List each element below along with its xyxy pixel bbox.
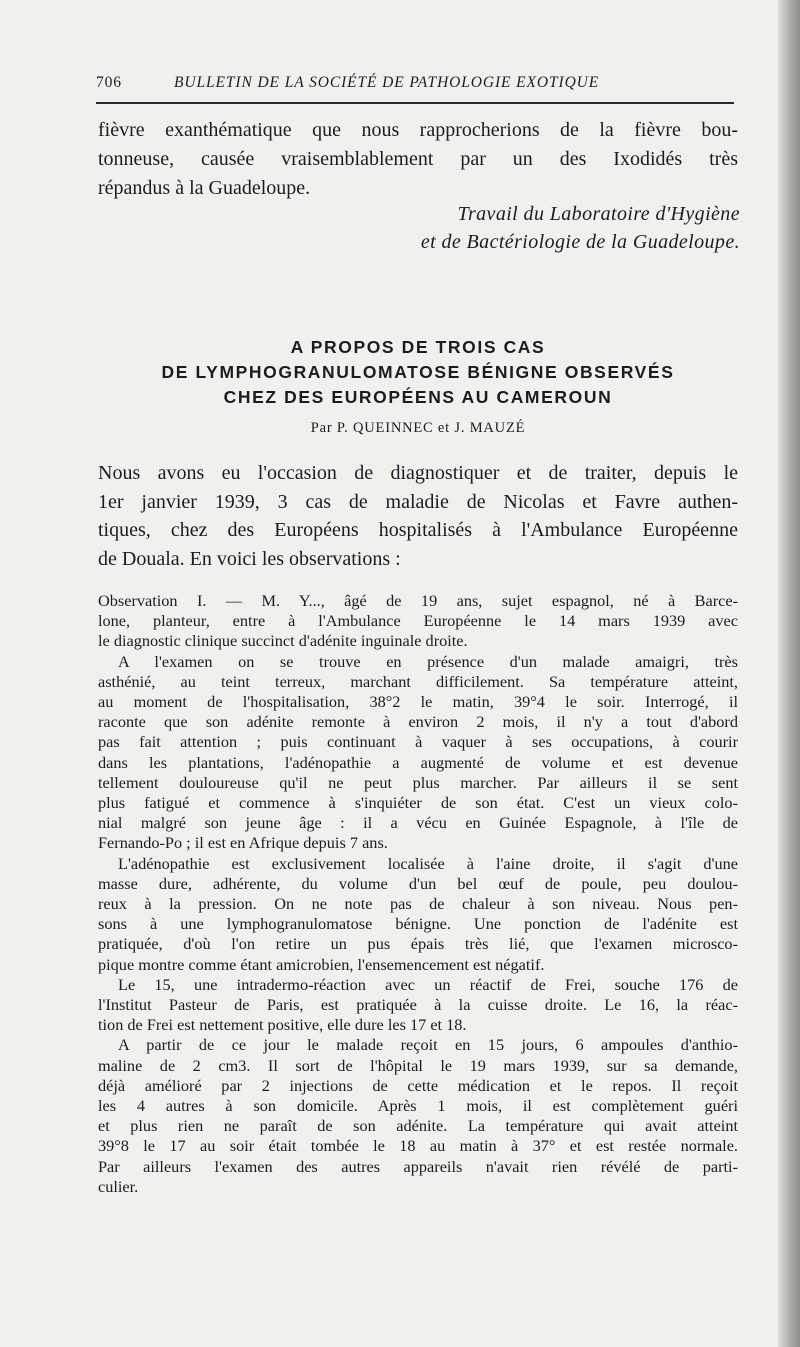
text-line: Nous avons eu l'occasion de diagnostiquer et de traiter, depuis le	[98, 462, 738, 484]
text-line: 1er janvier 1939, 3 cas de maladie de Nicolas et Favre authen-	[98, 490, 738, 513]
text-line: raconte que son adénite remonte à environ 2 mois, il n'y a tout d'abord	[98, 712, 738, 732]
text-line: maline de 2 cm3. Il sort de l'hôpital le 19 mars 1939, sur sa demande,	[98, 1055, 738, 1075]
affiliation-line-1: Travail du Laboratoire d'Hygiène	[457, 203, 740, 225]
title-line: CHEZ DES EUROPÉENS AU CAMEROUN	[223, 387, 613, 407]
text-line: L'adénopathie est exclusivement localisée à l'aine droite, il s'agit d'une	[118, 853, 738, 873]
text-line: l'Institut Pasteur de Paris, est pratiquée à la cuisse droite. Le 16, la réac-	[98, 995, 738, 1015]
text-line: fièvre exanthématique que nous rapprocherions de la fièvre bou-	[98, 119, 738, 141]
page-number: 706	[96, 74, 122, 91]
lead-paragraph	[98, 459, 738, 573]
observation-body	[98, 591, 738, 1197]
text-line: au moment de l'hospitalisation, 38°2 le matin, 39°4 le soir. Interrogé, il	[98, 692, 738, 712]
text-line: plus fatigué et commence à s'inquiéter de son état. C'est un vieux colo-	[98, 793, 738, 813]
text-line: pique montre comme étant amicrobien, l'ensemencement est négatif.	[98, 954, 545, 974]
title-line: A PROPOS DE TROIS CAS	[290, 337, 546, 357]
text-line: nial malgré son jeune âge : il a vécu en Guinée Espagnole, à l'île de	[98, 813, 738, 833]
text-line: répandus à la Guadeloupe.	[98, 177, 311, 199]
affiliation-line-2: et de Bactériologie de la Guadeloupe.	[420, 231, 740, 253]
text-line: 39°8 le 17 au soir était tombée le 18 au matin à 37° et est restée normale.	[98, 1136, 738, 1156]
text-line: Le 15, une intradermo-réaction avec un réactif de Frei, souche 176 de	[118, 974, 738, 994]
text-line: et plus rien ne paraît de son adénite. La température qui avait atteint	[98, 1116, 738, 1136]
text-line: masse dure, adhérente, du volume d'un bel œuf de poule, peu doulou-	[98, 873, 738, 893]
text-line: tiques, chez des Européens hospitalisés à l'Ambulance Européenne	[98, 519, 738, 541]
header-rule	[96, 102, 734, 104]
text-line: Par ailleurs l'examen des autres appareils n'avait rien révélé de parti-	[98, 1156, 738, 1176]
text-line: déjà amélioré par 2 injections de cette médication et le repos. Il reçoit	[98, 1075, 738, 1095]
text-line: tonneuse, causée vraisemblablement par un des Ixodidés très	[98, 148, 738, 170]
text-line: sons à une lymphogranulomatose bénigne. Une ponction de l'adénite est	[98, 914, 738, 934]
text-line: pratiquée, d'où l'on retire un pus épais très lié, que l'examen microsco-	[98, 934, 738, 954]
intro-paragraph	[98, 116, 738, 203]
text-line: asthénié, au teint terreux, marchant difficilement. Sa température atteint,	[98, 671, 738, 691]
text-line: reux à la pression. On ne note pas de chaleur à son niveau. Nous pen-	[98, 894, 738, 914]
article-title	[98, 335, 738, 410]
affiliation	[300, 200, 740, 256]
text-line: A partir de ce jour le malade reçoit en 15 jours, 6 ampoules d'anthio-	[118, 1035, 738, 1055]
article-authors: Par P. QUEINNEC et J. MAUZÉ	[310, 420, 526, 436]
text-line: pas fait attention ; puis continuant à vaquer à ses occupations, à courir	[98, 732, 738, 752]
text-line: A l'examen on se trouve en présence d'un malade amaigri, très	[118, 651, 738, 671]
text-line: tellement douloureuse qu'il ne peut plus marcher. Par ailleurs il se sent	[98, 772, 738, 792]
title-line: DE LYMPHOGRANULOMATOSE BÉNIGNE OBSERVÉS	[161, 362, 675, 382]
text-line: de Douala. En voici les observations :	[98, 547, 401, 570]
text-line: tion de Frei est nettement positive, elle dure les 17 et 18.	[98, 1015, 467, 1035]
text-line: dans les plantations, l'adénopathie a augmenté de volume et est devenue	[98, 752, 738, 772]
text-line: les 4 autres à son domicile. Après 1 mois, il est complètement guéri	[98, 1096, 738, 1116]
text-line: Fernando-Po ; il est en Afrique depuis 7 ans.	[98, 833, 388, 853]
page-edge-shadow	[778, 0, 800, 1347]
text-line: le diagnostic clinique succinct d'adénite inguinale droite.	[98, 631, 468, 651]
text-line: lone, planteur, entre à l'Ambulance Européenne le 14 mars 1939 avec	[98, 611, 738, 631]
text-line: Observation I. — M. Y..., âgé de 19 ans, sujet espagnol, né à Barce-	[98, 591, 738, 610]
running-title: BULLETIN DE LA SOCIÉTÉ DE PATHOLOGIE EXOTIQUE	[174, 74, 600, 91]
text-line: culier.	[98, 1176, 139, 1196]
